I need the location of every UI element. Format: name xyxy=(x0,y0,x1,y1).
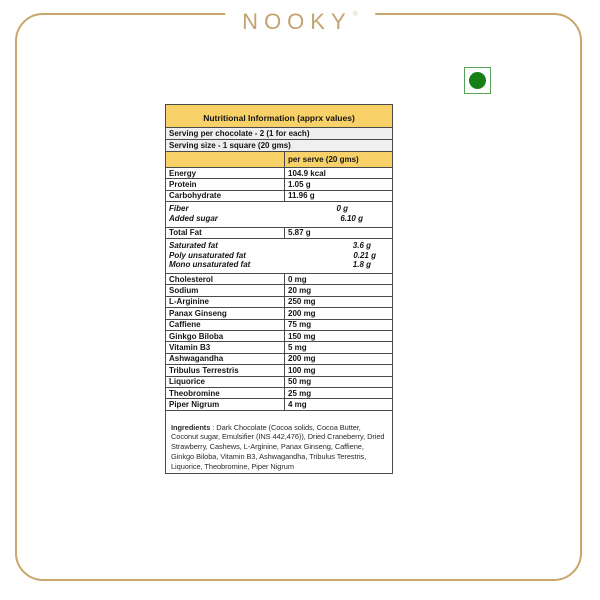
nutrient-value: 104.9 kcal xyxy=(288,168,326,178)
nutrient-value: 5 mg xyxy=(288,343,307,353)
nutrient-label: Energy xyxy=(166,168,285,178)
vegetarian-dot-icon xyxy=(469,72,486,89)
ingredients-text: : Dark Chocolate (Cocoa solids, Cocoa Butter, Coconut sugar, Emulsifier (INS 442,476)), Dried Craneberry, Dried Strawberry, Cashews, L-Arginine, Panax Ginseng, Caffiene, Ginkgo Biloba, Vitamin B3, Ashwagandha, Tribulus Terestris, Liquorice, Theobromine, Piper Nigrum xyxy=(171,422,385,471)
nutrient-label: Protein xyxy=(166,179,285,189)
nutrient-value: 11.96 g xyxy=(288,191,315,201)
nutrition-table xyxy=(165,104,393,474)
fiber-sub-rows xyxy=(166,201,392,226)
sub-row-mono-unsaturated-fat xyxy=(166,260,392,270)
nutrient-row-caffiene xyxy=(166,319,392,330)
sub-nutrient-label: Poly unsaturated fat xyxy=(169,250,246,260)
nutrient-row-theobromine xyxy=(166,387,392,398)
nutrient-value: 4 mg xyxy=(288,399,307,409)
brand-logo xyxy=(225,6,375,38)
nutrient-label: Carbohydrate xyxy=(166,191,285,201)
nutrient-value: 20 mg xyxy=(288,286,312,296)
sub-nutrient-value: 3.6 g xyxy=(352,240,371,250)
serving-size: Serving size - 1 square (20 gms) xyxy=(166,139,392,151)
nutrient-value: 5.87 g xyxy=(288,228,311,238)
nutrient-label: Ginkgo Biloba xyxy=(166,331,285,341)
sub-nutrient-value: 6.10 g xyxy=(340,213,363,223)
sub-row-poly-unsaturated-fat xyxy=(166,251,392,261)
nutrient-row-tribulus-terrestris xyxy=(166,364,392,375)
sub-nutrient-value: 1.8 g xyxy=(352,260,371,270)
nutrient-row-carbohydrate xyxy=(166,190,392,201)
nutrient-value: 200 mg xyxy=(288,308,316,318)
nutrient-row-cholesterol xyxy=(166,273,392,284)
fats-sub-rows xyxy=(166,238,392,273)
nutrient-row-total-fat xyxy=(166,227,392,238)
sub-nutrient-value: 0 g xyxy=(336,204,348,214)
nutrient-label: L-Arginine xyxy=(166,297,285,307)
nutrient-label: Panax Ginseng xyxy=(166,308,285,318)
column-header-per-serve: per serve (20 gms) xyxy=(288,155,359,164)
nutrient-row-ashwagandha xyxy=(166,353,392,364)
nutrient-value: 250 mg xyxy=(288,297,316,307)
sub-nutrient-value: 0.21 g xyxy=(353,250,376,260)
nutrient-value: 200 mg xyxy=(288,354,316,364)
nutrient-rows xyxy=(166,167,392,410)
sub-nutrient-label: Fiber xyxy=(169,204,189,214)
brand-logo-text: NOOKY xyxy=(242,9,352,34)
nutrient-label: Ashwagandha xyxy=(166,354,285,364)
nutrient-label: Cholesterol xyxy=(166,274,285,284)
nutrient-row-protein xyxy=(166,178,392,189)
nutrient-value: 50 mg xyxy=(288,377,312,387)
registered-trademark-icon: ® xyxy=(352,11,358,18)
nutrient-label: Vitamin B3 xyxy=(166,342,285,352)
column-header-row xyxy=(166,151,392,167)
nutrient-row-ginkgo-biloba xyxy=(166,330,392,341)
nutrient-row-vitamin-b3 xyxy=(166,341,392,352)
nutrient-value: 150 mg xyxy=(288,331,316,341)
sub-nutrient-label: Saturated fat xyxy=(169,240,218,250)
nutrient-label: Theobromine xyxy=(166,388,285,398)
ingredients-label: Ingredients xyxy=(171,422,211,432)
nutrient-label: Total Fat xyxy=(166,228,285,238)
nutrient-label: Sodium xyxy=(166,285,285,295)
nutrient-value: 1.05 g xyxy=(288,180,311,190)
ingredients-row xyxy=(166,410,392,473)
sub-row-fiber xyxy=(166,204,392,214)
nutrient-label: Tribulus Terrestris xyxy=(166,365,285,375)
nutrient-value: 75 mg xyxy=(288,320,312,330)
nutrient-row-panax-ginseng xyxy=(166,307,392,318)
sub-row-added-sugar xyxy=(166,214,392,224)
sub-nutrient-label: Added sugar xyxy=(169,213,218,223)
nutrient-row-energy xyxy=(166,167,392,178)
nutrient-row-liquorice xyxy=(166,376,392,387)
sub-row-saturated-fat xyxy=(166,241,392,251)
nutrient-value: 25 mg xyxy=(288,388,312,398)
column-header-empty-cell xyxy=(166,152,285,167)
nutrient-row-piper-nigrum xyxy=(166,398,392,409)
nutrient-label: Piper Nigrum xyxy=(166,399,285,409)
nutrient-value: 0 mg xyxy=(288,274,307,284)
nutrient-row-l-arginine xyxy=(166,296,392,307)
nutrient-row-sodium xyxy=(166,284,392,295)
nutrient-label: Liquorice xyxy=(166,377,285,387)
nutrient-value: 100 mg xyxy=(288,365,316,375)
sub-nutrient-label: Mono unsaturated fat xyxy=(169,260,251,270)
table-title: Nutritional Information (apprx values) xyxy=(166,105,392,127)
serving-per-chocolate: Serving per chocolate - 2 (1 for each) xyxy=(166,127,392,139)
vegetarian-mark xyxy=(464,67,491,94)
nutrient-label: Caffiene xyxy=(166,320,285,330)
